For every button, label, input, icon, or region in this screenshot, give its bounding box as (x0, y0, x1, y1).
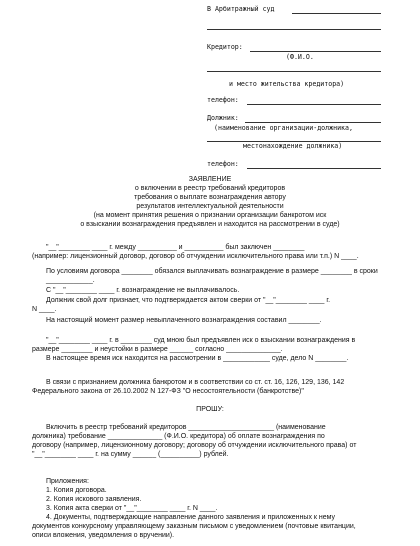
request-line-4: "__"________ ____ г. на сумму ______ (__________) рублей. (32, 451, 229, 458)
para-6-line-2: размере ________ и неустойки в размере ______ согласно ______________. (32, 346, 283, 353)
attachment-item-4-line-3: описи вложения, уведомления о вручении). (32, 532, 175, 539)
phone2-line (247, 168, 381, 169)
court-label: В Арбитражный суд (207, 5, 275, 13)
para-1-line-1: "__"________ ____ г. между __________ и __________ был заключен ________ (46, 244, 305, 251)
para-1-line-2: (например: лицензионный договор, договор об отчуждении исключительного права или т.п.) N ____. (32, 253, 359, 260)
attachment-item-4-line-2: документов конкурсному управляющему заказным письмом с уведомлением (почтовые квитанции, (32, 523, 356, 530)
doc-subtitle-2: требования о выплате вознаграждения автору (134, 194, 286, 201)
request-line-2: должника) требование ______________ (Ф.И.О. кредитора) об оплате вознаграждения по (32, 433, 325, 440)
doc-subtitle-3: результатов интеллектуальной деятельности (136, 203, 284, 210)
para-2: По условиям договора ________ обязался выплачивать вознаграждение в размере ________ в сроки ____________. (46, 268, 378, 284)
para-3: С "__"________ ____ г. вознаграждение не выплачивалось. (46, 287, 240, 294)
request-line-1: Включить в реестр требований кредиторов ______________________ (наименование (46, 424, 326, 431)
attachment-item-3: 3. Копия акта сверки от "__"________ ____ г. N ____. (46, 505, 218, 512)
doc-subtitle-5: о взыскании вознаграждения предъявлен и находится на рассмотрении в суде) (80, 221, 340, 228)
doc-subtitle-1: о включении в реестр требований кредиторов (134, 185, 286, 192)
creditor-line-2 (207, 71, 381, 72)
para-4-line-1: Должник свой долг признает, что подтверждается актом сверки от "__"________ ____ г. (46, 297, 331, 304)
request-heading: ПРОШУ: (196, 406, 224, 413)
para-8-line-2: Федерального закона от 26.10.2002 N 127-ФЗ "О несостоятельности (банкротстве)" (32, 388, 304, 395)
doc-heading: ЗАЯВЛЕНИЕ (188, 176, 232, 183)
attachments-heading: Приложения: (46, 478, 89, 485)
para-5: На настоящий момент размер невыплаченного вознаграждения составил ________. (46, 317, 322, 324)
phone2-label: телефон: (207, 160, 239, 168)
phone-label: телефон: (207, 96, 239, 104)
fio-hint: (Ф.И.О. (286, 53, 314, 61)
attachment-item-4-line-1: 4. Документы, подтверждающие направление данного заявления и приложенных к нему (46, 514, 336, 521)
residence-hint: и место жительства кредитора) (229, 80, 345, 88)
org-name-hint: (наименование организации-должника, (214, 124, 353, 132)
court-line-2 (207, 29, 381, 30)
request-line-3: договору (например, лицензионному договору; договору об отчуждении исключительного права) от (32, 442, 357, 449)
doc-subtitle-4: (на момент принятия решения о признании организации банкротом иск (93, 212, 327, 219)
para-7: В настоящее время иск находится на рассмотрении в ____________ суде, дело N ________. (46, 355, 349, 362)
para-8-line-1: В связи с признанием должника банкротом и в соответствии со ст. ст. 16, 126, 129, 136, 142 (46, 379, 345, 386)
debtor-label: Должник: (207, 114, 239, 122)
phone-line (247, 104, 381, 105)
creditor-line (250, 51, 381, 52)
creditor-label: Кредитор: (207, 43, 243, 51)
para-6-line-1: "__"________ ____ г. в ________ суд мною был предъявлен иск о взыскании вознаграждения в (46, 337, 356, 344)
location-hint: местонахождение должника) (243, 142, 343, 150)
attachment-item-2: 2. Копия искового заявления. (46, 496, 142, 503)
debtor-line (245, 122, 381, 123)
para-4-line-2: N ____. (32, 306, 57, 313)
court-line (292, 13, 381, 14)
attachment-item-1: 1. Копия договора. (46, 487, 107, 494)
